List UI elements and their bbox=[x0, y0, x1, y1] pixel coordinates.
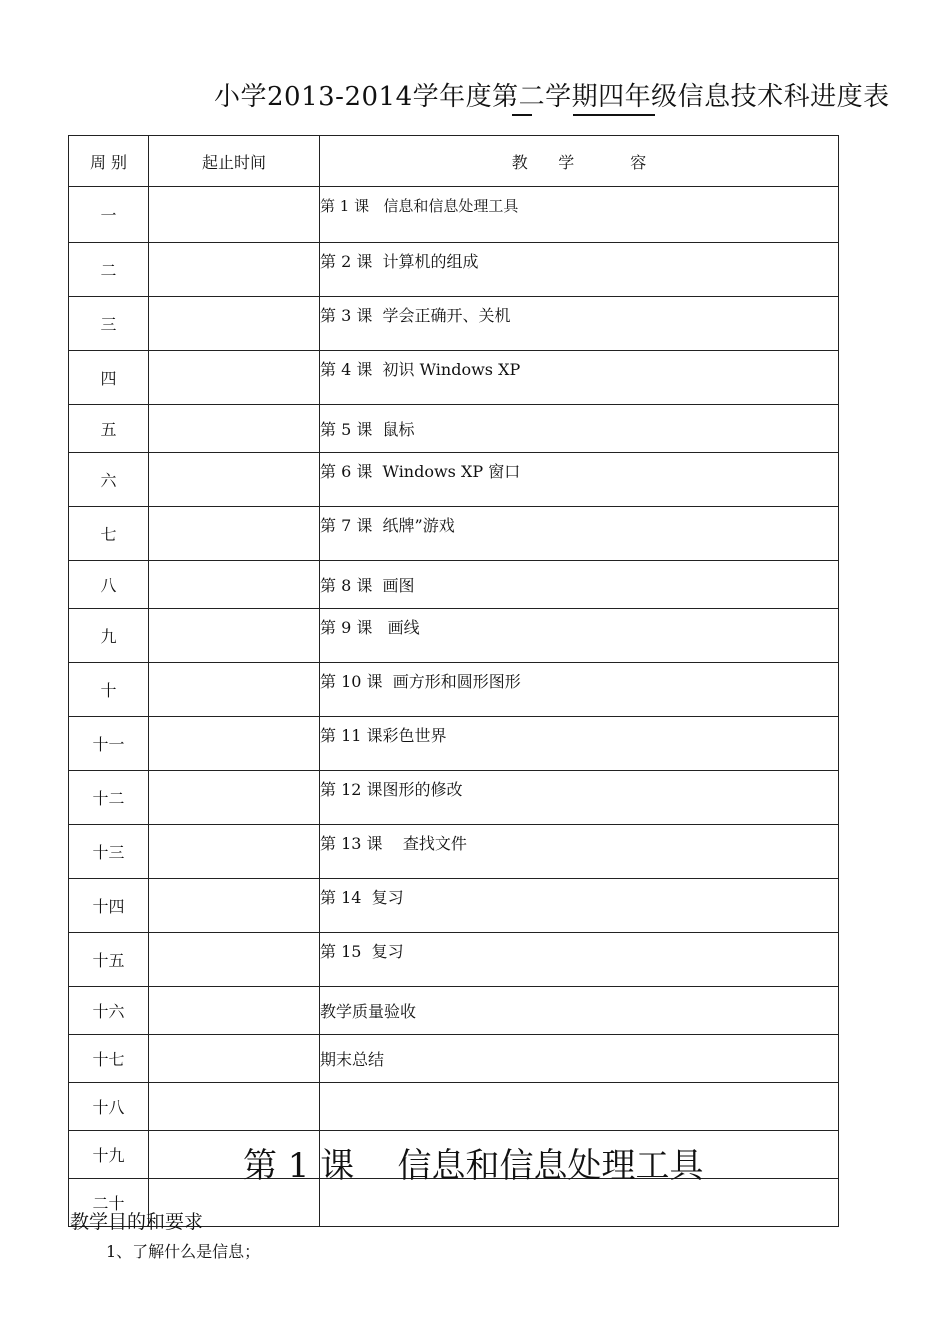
header-week: 周 别 bbox=[69, 136, 149, 187]
week-cell: 二 bbox=[69, 243, 149, 297]
time-cell bbox=[149, 297, 320, 351]
time-cell bbox=[149, 933, 320, 987]
table-row bbox=[69, 987, 839, 1035]
time-cell bbox=[149, 507, 320, 561]
content-cell bbox=[320, 1083, 839, 1131]
table-row bbox=[69, 771, 839, 825]
week-cell: 八 bbox=[69, 561, 149, 609]
time-cell bbox=[149, 1035, 320, 1083]
week-cell: 十七 bbox=[69, 1035, 149, 1083]
time-cell bbox=[149, 351, 320, 405]
week-cell: 十九 bbox=[69, 1131, 149, 1179]
table-row bbox=[69, 717, 839, 771]
table-row bbox=[69, 187, 839, 243]
content-cell: 第 4 课 初识 Windows XP bbox=[320, 351, 839, 405]
content-cell: 第 6 课 Windows XP 窗口 bbox=[320, 453, 839, 507]
week-cell: 三 bbox=[69, 297, 149, 351]
time-cell bbox=[149, 987, 320, 1035]
content-cell: 第 3 课 学会正确开、关机 bbox=[320, 297, 839, 351]
week-cell: 十三 bbox=[69, 825, 149, 879]
table-row bbox=[69, 297, 839, 351]
lesson-title: 第 1 课 信息和信息处理工具 bbox=[243, 1146, 704, 1186]
time-cell bbox=[149, 405, 320, 453]
table-row bbox=[69, 663, 839, 717]
content-cell: 第 13 课 查找文件 bbox=[320, 825, 839, 879]
time-cell bbox=[149, 771, 320, 825]
table-row bbox=[69, 405, 839, 453]
time-cell bbox=[149, 1083, 320, 1131]
title-underline-long bbox=[573, 114, 655, 116]
content-cell: 第 14 复习 bbox=[320, 879, 839, 933]
content-cell: 第 11 课彩色世界 bbox=[320, 717, 839, 771]
progress-schedule-table bbox=[68, 135, 839, 1227]
time-cell bbox=[149, 609, 320, 663]
content-cell: 第 5 课 鼠标 bbox=[320, 405, 839, 453]
time-cell bbox=[149, 663, 320, 717]
table-row bbox=[69, 933, 839, 987]
table-row bbox=[69, 879, 839, 933]
content-cell: 第 1 课 信息和信息处理工具 bbox=[320, 187, 839, 243]
content-cell: 第 9 课 画线 bbox=[320, 609, 839, 663]
table-row bbox=[69, 561, 839, 609]
week-cell: 二十 bbox=[69, 1179, 149, 1227]
week-cell: 九 bbox=[69, 609, 149, 663]
week-cell: 十八 bbox=[69, 1083, 149, 1131]
time-cell bbox=[149, 561, 320, 609]
content-cell: 第 12 课图形的修改 bbox=[320, 771, 839, 825]
table-row bbox=[69, 351, 839, 405]
content-cell: 第 7 课 纸牌”游戏 bbox=[320, 507, 839, 561]
table-row bbox=[69, 243, 839, 297]
week-cell: 十一 bbox=[69, 717, 149, 771]
objectives-heading: 教学目的和要求 bbox=[70, 1211, 204, 1233]
table-row bbox=[69, 507, 839, 561]
table-row bbox=[69, 1083, 839, 1131]
content-cell: 第 8 课 画图 bbox=[320, 561, 839, 609]
table-row bbox=[69, 1035, 839, 1083]
title-underline-short bbox=[512, 114, 532, 116]
header-content: 教 学 容 bbox=[320, 136, 839, 187]
content-cell: 第 10 课 画方形和圆形图形 bbox=[320, 663, 839, 717]
table-header-row bbox=[69, 136, 839, 187]
content-cell: 第 15 复习 bbox=[320, 933, 839, 987]
header-time: 起止时间 bbox=[149, 136, 320, 187]
week-cell: 十六 bbox=[69, 987, 149, 1035]
week-cell: 十五 bbox=[69, 933, 149, 987]
document-title: 小学2013-2014学年度第二学期四年级信息技术科进度表 bbox=[214, 82, 890, 112]
objective-item: 1、了解什么是信息； bbox=[106, 1242, 261, 1261]
time-cell bbox=[149, 187, 320, 243]
content-cell: 第 2 课 计算机的组成 bbox=[320, 243, 839, 297]
week-cell: 六 bbox=[69, 453, 149, 507]
time-cell bbox=[149, 453, 320, 507]
content-cell: 教学质量验收 bbox=[320, 987, 839, 1035]
week-cell: 五 bbox=[69, 405, 149, 453]
content-cell: 期末总结 bbox=[320, 1035, 839, 1083]
time-cell bbox=[149, 717, 320, 771]
week-cell: 十 bbox=[69, 663, 149, 717]
week-cell: 四 bbox=[69, 351, 149, 405]
table-row bbox=[69, 825, 839, 879]
week-cell: 十四 bbox=[69, 879, 149, 933]
week-cell: 十二 bbox=[69, 771, 149, 825]
table-row bbox=[69, 453, 839, 507]
table-row bbox=[69, 609, 839, 663]
time-cell bbox=[149, 825, 320, 879]
time-cell bbox=[149, 243, 320, 297]
time-cell bbox=[149, 879, 320, 933]
week-cell: 七 bbox=[69, 507, 149, 561]
week-cell: 一 bbox=[69, 187, 149, 243]
